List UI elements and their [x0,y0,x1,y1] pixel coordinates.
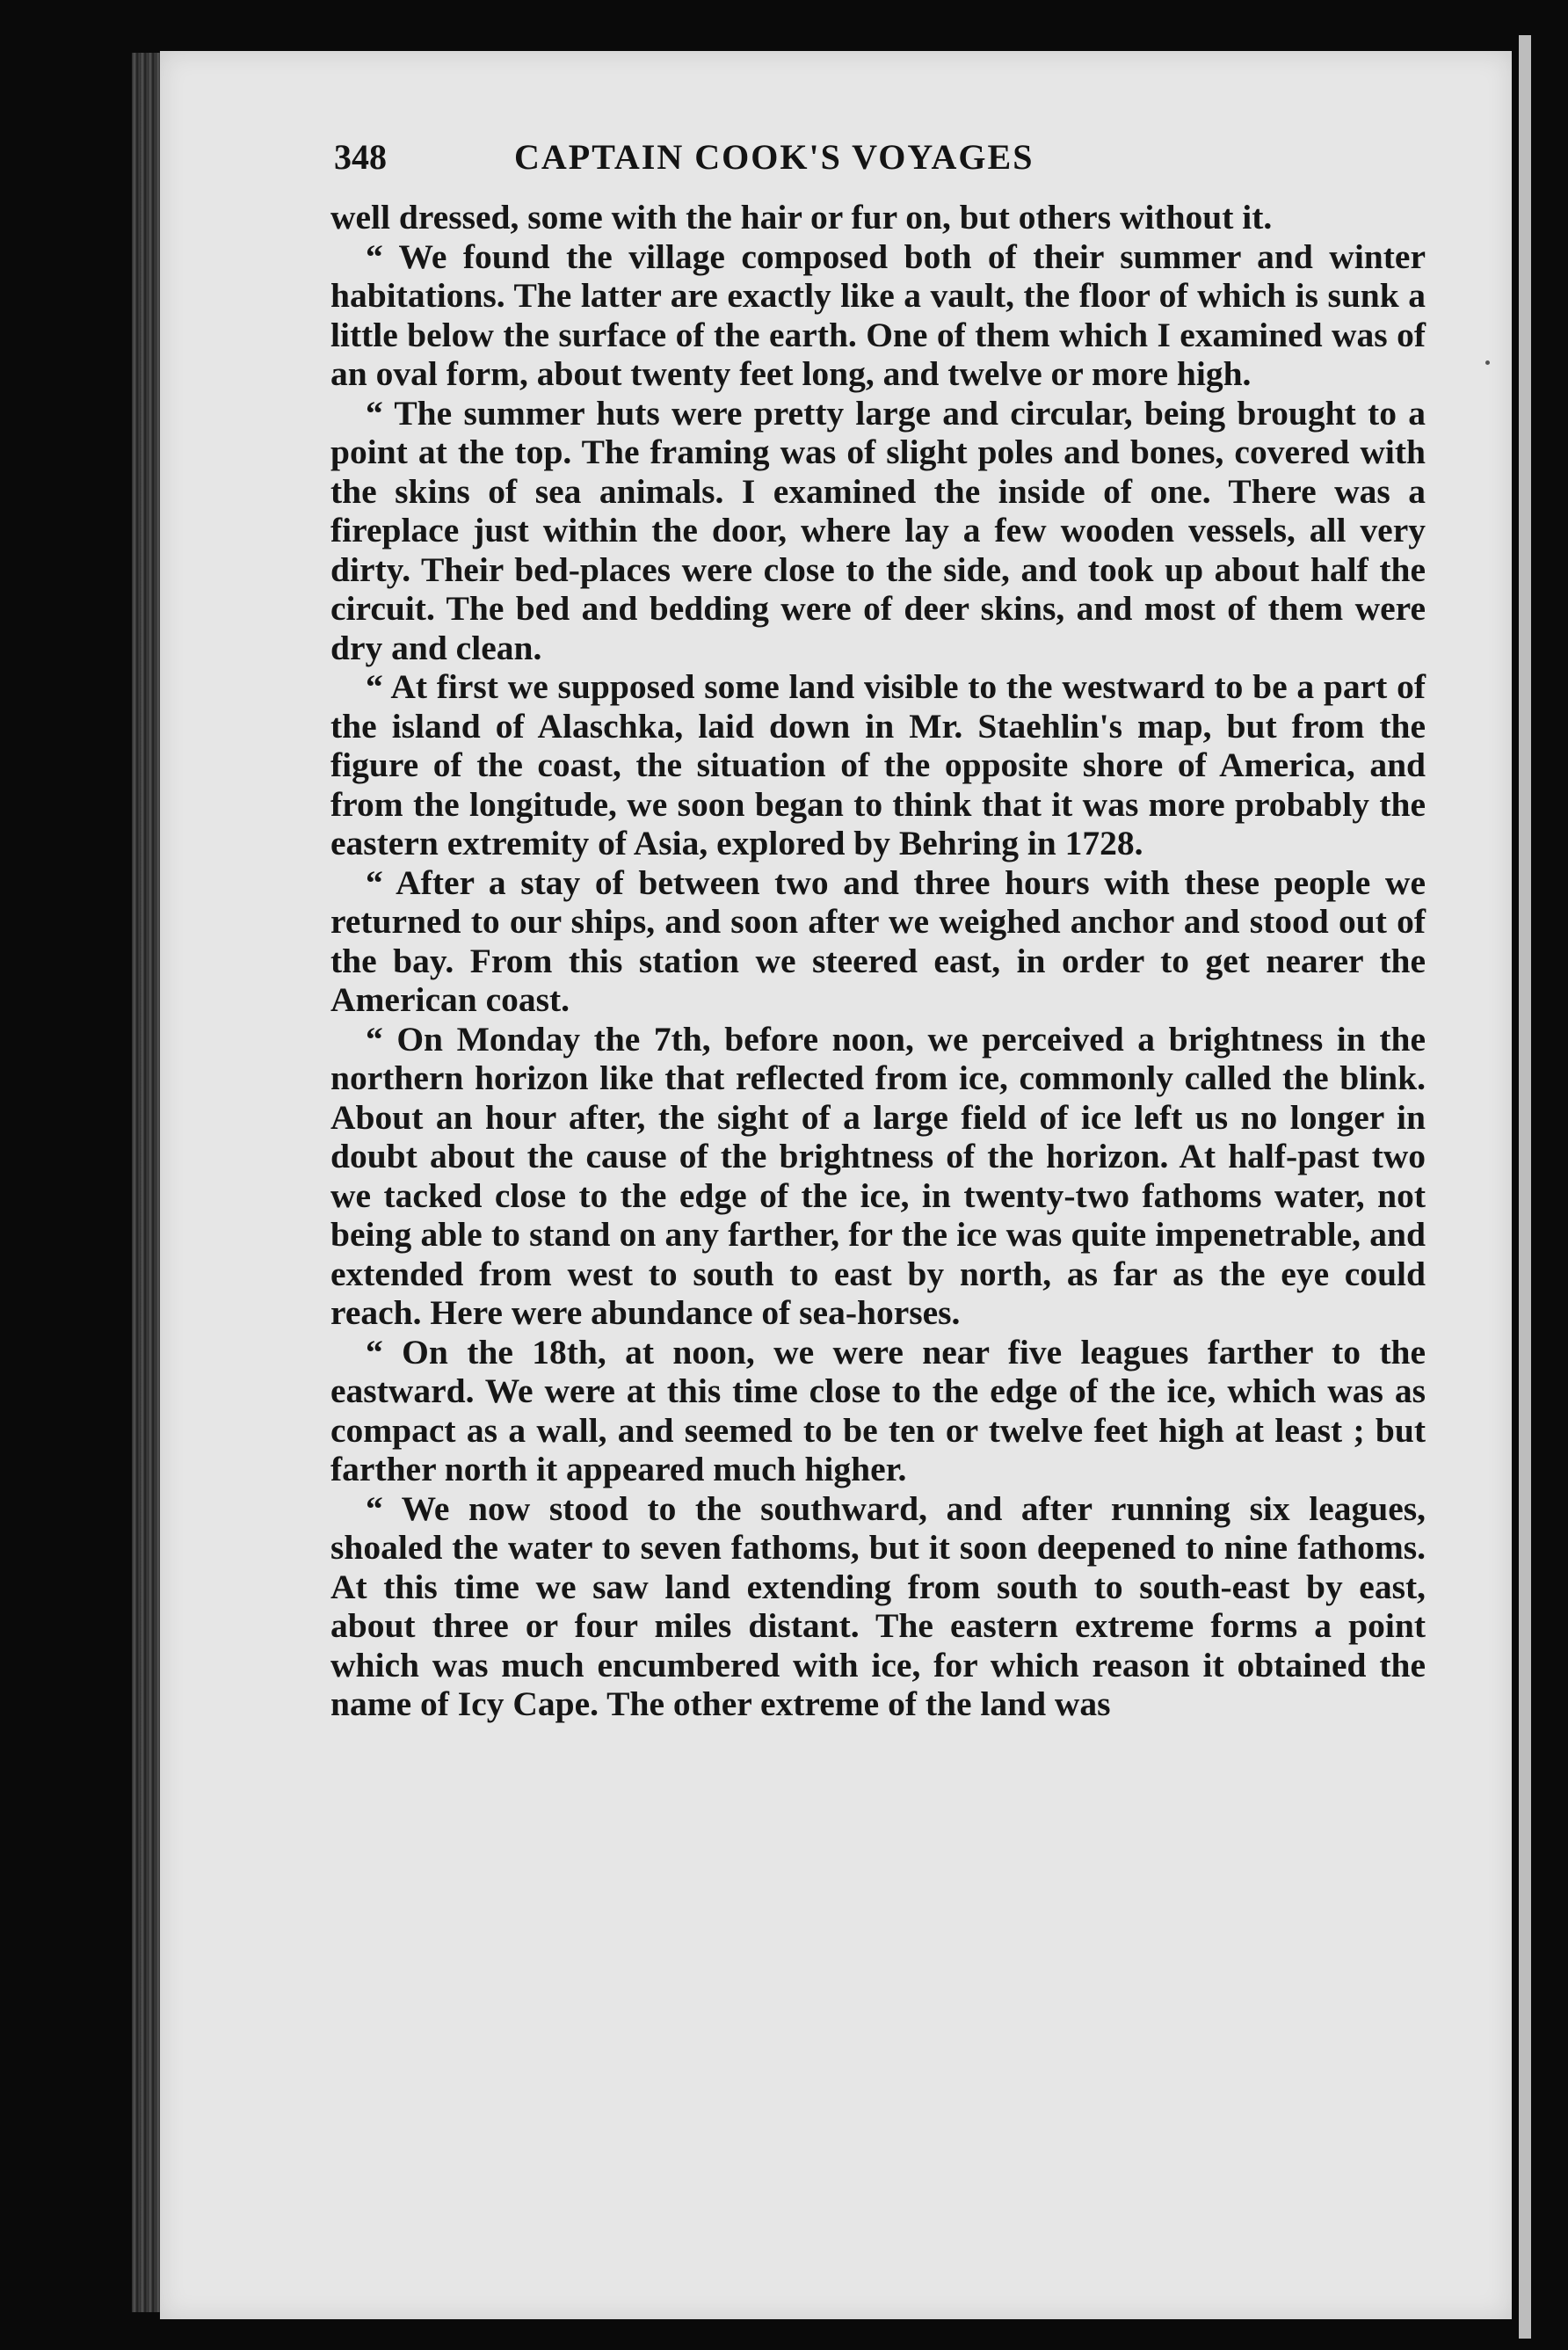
paragraph: “ We now stood to the southward, and after running six leagues, shoaled the water to seven fathoms, but it soon deepened to nine fathoms. At this time we saw land extending from south to south-east by east, about three or four miles distant. The eastern extreme forms a point which was much encumbered with ice, for which reason it obtained the name of Icy Cape. The other extreme of the land was [330,1488,1426,1723]
paragraph: “ After a stay of between two and three hours with these people we returned to our ships, and soon after we weighed anchor and stood out of the bay. From this station we steered east, in order to get nearer the American coast. [330,862,1426,1019]
paragraph: “ On Monday the 7th, before noon, we perceived a brightness in the northern horizon like that reflected from ice, commonly called the blink. About an hour after, the sight of a large field of ice left us no longer in doubt about the cause of the brightness of the horizon. At half-past two we tacked close to the edge of the ice, in twenty-two fathoms water, not being able to stand on any farther, for the ice was quite impenetrable, and extended from west to south to east by north, as far as the eye could reach. Here were abundance of sea-horses. [330,1019,1426,1332]
paragraph: “ At first we supposed some land visible to the westward to be a part of the island of Alaschka, laid down in Mr. Staehlin's map, but from the figure of the coast, the situation of the opposite shore of America, and from the longitude, we soon began to think that it was more probably the eastern extremity of Asia, explored by Behring in 1728. [330,667,1426,862]
paragraph: well dressed, some with the hair or fur on, but others without it. [330,198,1273,236]
paragraph: “ We found the village composed both of their summer and winter habitations. The latter are exactly like a vault, the floor of which is sunk a little below the surface of the earth. One of them which I examined was of an oval form, about twenty feet long, and twelve or more high. [330,236,1426,393]
page-speck [1485,360,1490,365]
paragraph: “ On the 18th, at noon, we were near five leagues farther to the eastward. We were at this time close to the edge of the ice, which was as compact as a wall, and seemed to be ten or twelve feet high at least ; but farther north it appeared much higher. [330,1332,1426,1488]
page-number: 348 [334,137,387,177]
running-title: CAPTAIN COOK'S VOYAGES [514,137,1034,177]
paragraph: “ The summer huts were pretty large and circular, being brought to a point at the top. The framing was of slight poles and bones, covered with the skins of sea animals. I examined the inside of one. There was a fireplace just within the door, where lay a few wooden vessels, all very dirty. Their bed-places were close to the side, and took up about half the circuit. The bed and bedding were of deer skins, and most of them were dry and clean. [330,393,1426,667]
running-header [334,136,1441,178]
body-text [330,198,1426,1724]
facing-page-edge [1519,35,1531,2339]
